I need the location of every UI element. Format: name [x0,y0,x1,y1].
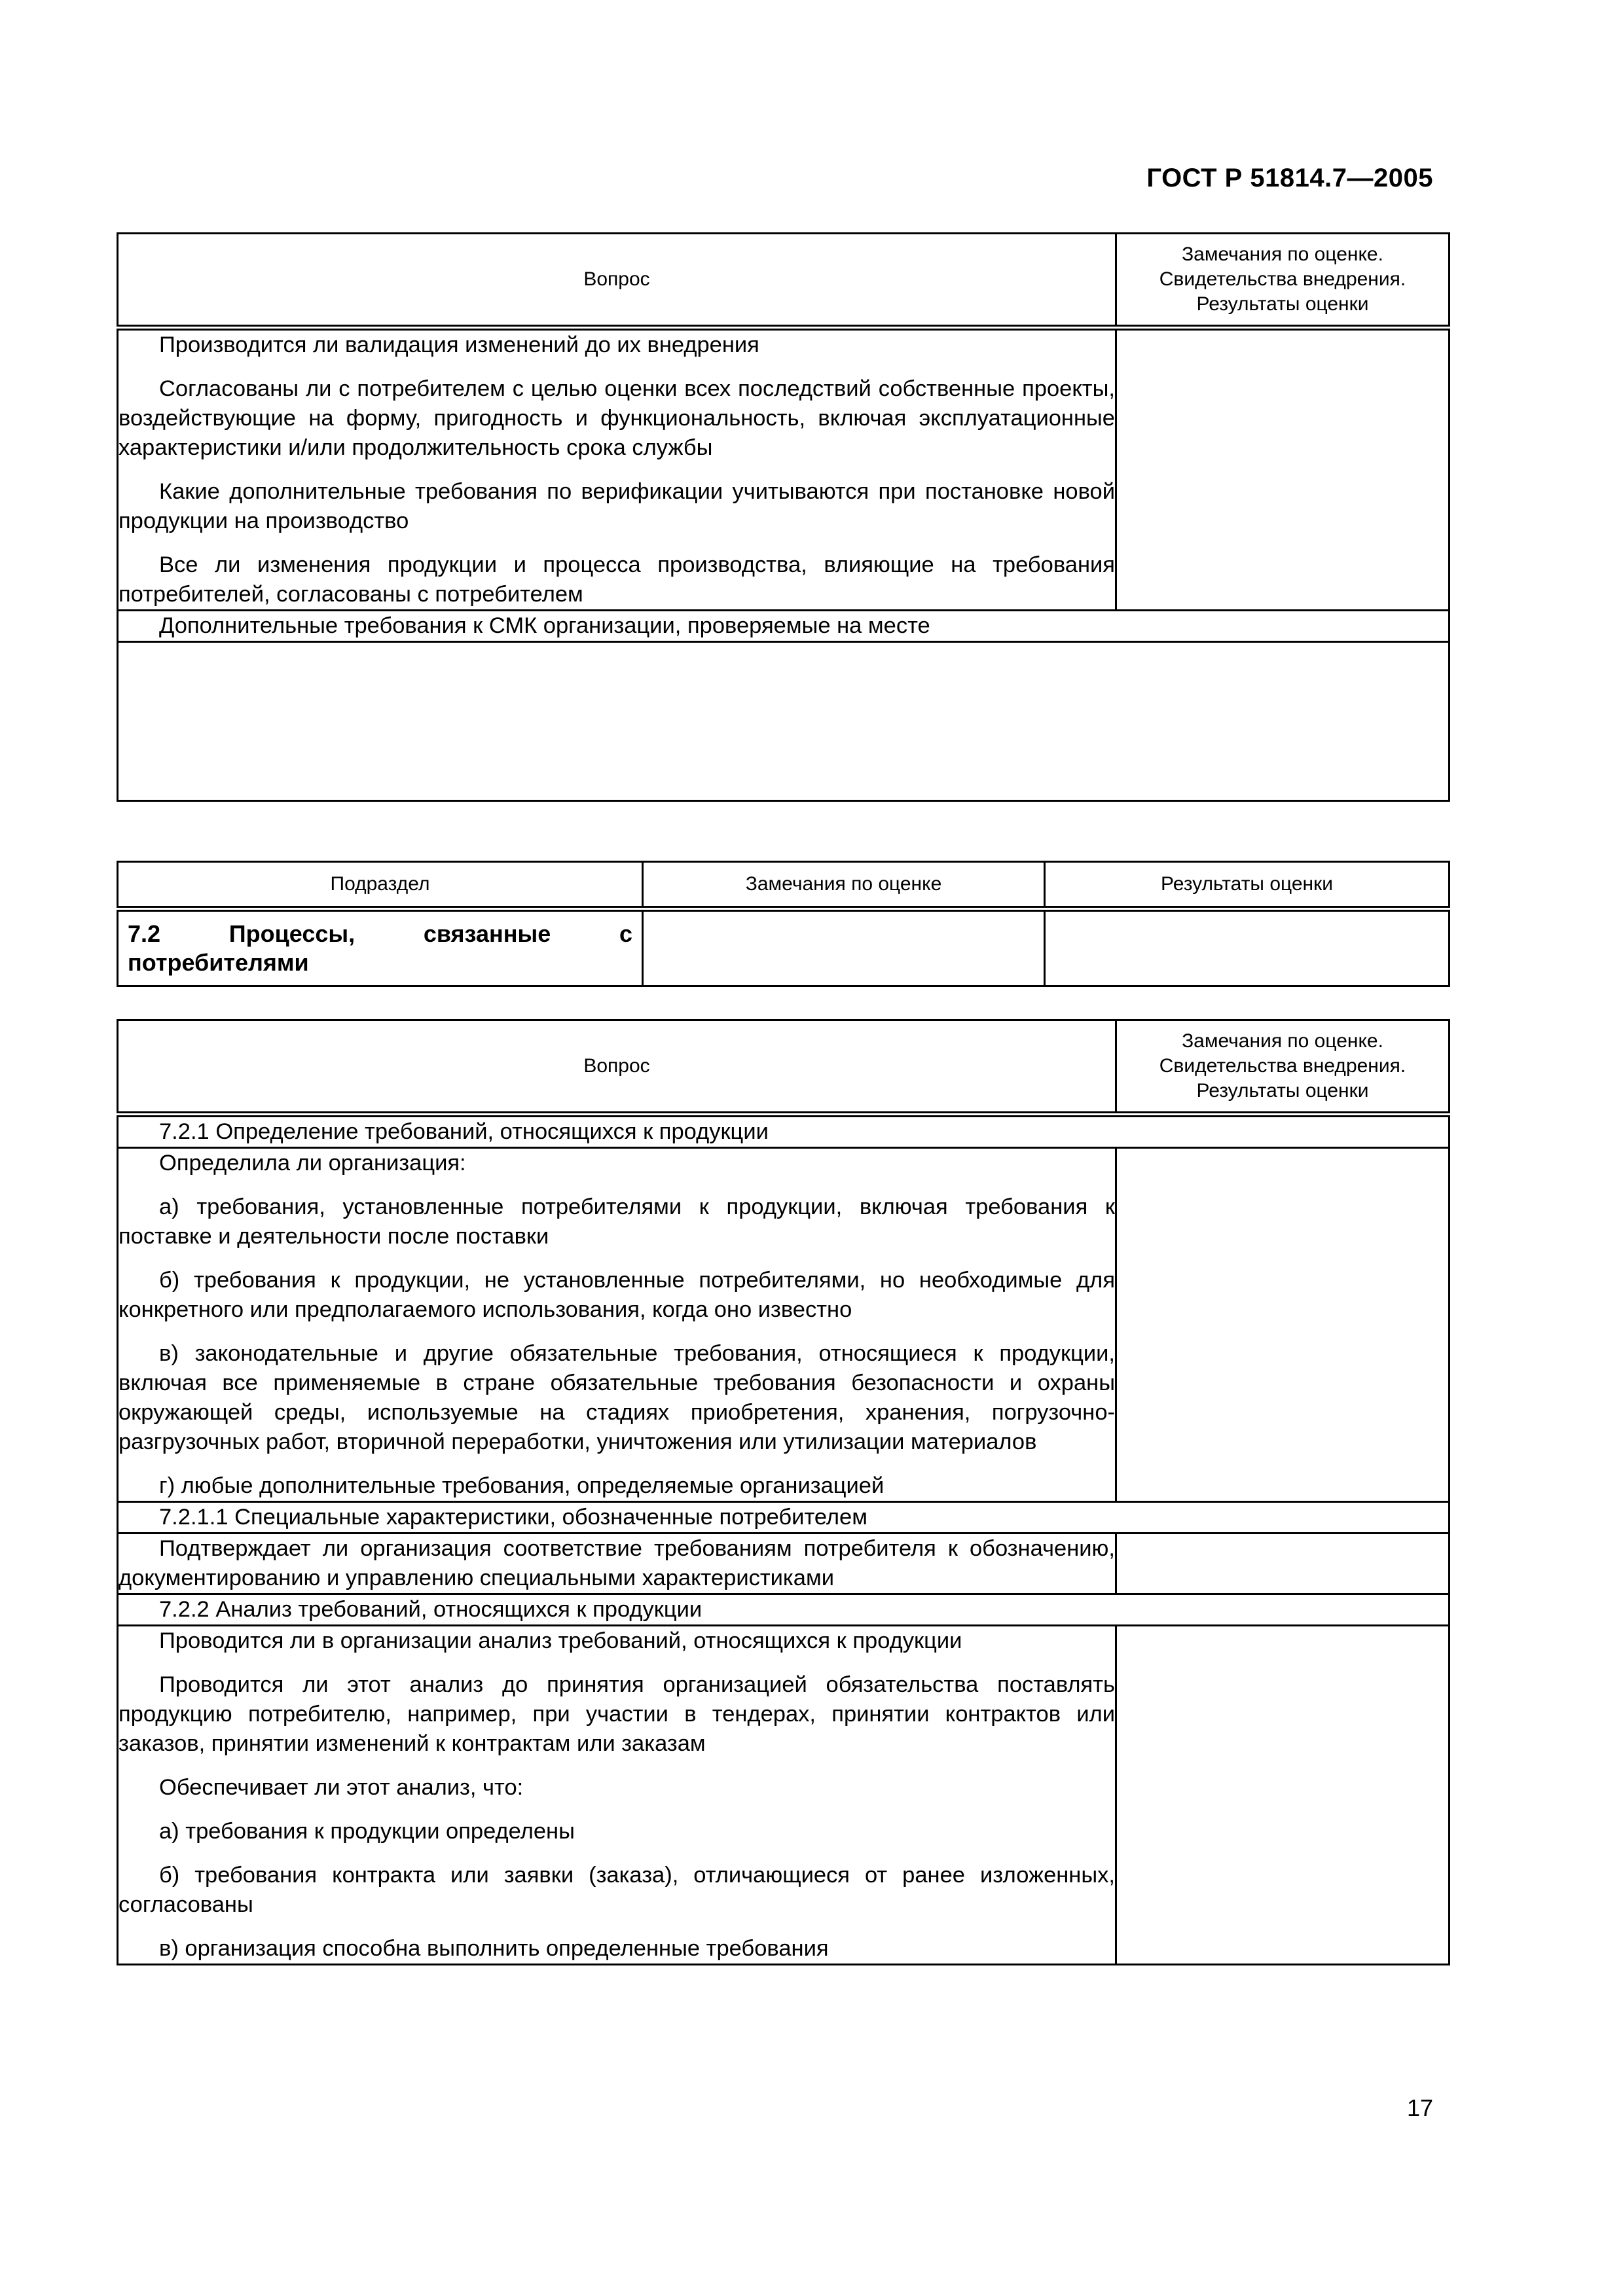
question-text: Какие дополнительные требования по верификации учитываются при постановке новой продукции на производство [119,479,1115,533]
question-cell [118,1626,1116,1965]
page-number: 17 [1406,2094,1433,2121]
question-text: Производится ли валидация изменений до их внедрения [159,332,759,357]
subsection-heading-text: 7.2.1.1 Специальные характеристики, обозначенные потребителем [159,1505,867,1530]
question-text: Проводится ли в организации анализ требований, относящихся к продукции [159,1628,962,1653]
column-header-subsection: Подраздел [118,862,643,909]
remarks-cell [1116,328,1450,611]
section-heading-7-2-1 [118,1115,1450,1148]
question-text: а) требования, установленные потребителями к продукции, включая требования к поставке и деятельности после поставки [119,1194,1115,1249]
question-text: Обеспечивает ли этот анализ, что: [159,1775,524,1800]
section-heading-7-2-2 [118,1594,1450,1626]
subsection-table [117,861,1450,987]
section-heading-text: 7.2.1 Определение требований, относящихся к продукции [159,1119,769,1144]
question-cell [118,1148,1116,1502]
extra-requirements-text: Дополнительные требования к СМК организации, проверяемые на месте [159,613,930,638]
remarks-cell [1116,1534,1450,1594]
question-text: Подтверждает ли организация соответствие требованиям потребителя к обозначению, документированию и управлению специальными характеристиками [119,1536,1115,1590]
question-text: Согласованы ли с потребителем с целью оценки всех последствий собственные проекты, воздействующие на форму, пригодность и функциональность, включая эксплуатационные характеристики и/или продолжительность срока службы [119,376,1115,460]
question-text: г) любые дополнительные требования, определяемые организацией [159,1473,884,1498]
results-cell [1045,909,1450,986]
subsection-title: 7.2 Процессы, связанные с потребителями [118,909,643,986]
empty-notes-area [118,642,1450,801]
checklist-table [117,1019,1450,1965]
question-text: в) организация способна выполнить определенные требования [159,1936,829,1961]
question-text: в) законодательные и другие обязательные требования, относящиеся к продукции, включая все применяемые в стране обязательные требования безопасности и охраны окружающей среды, используемые на стадиях приобретения, хранения, погрузочно-разгрузочных работ, вторичной переработки, уничтожения или утилизации материалов [119,1341,1115,1454]
question-text: Все ли изменения продукции и процесса производства, влияющие на требования потребителей, согласованы с потребителем [119,552,1115,607]
remarks-cell [1116,1148,1450,1502]
column-header-remarks: Замечания по оценке [643,862,1045,909]
question-text: Определила ли организация: [159,1151,466,1175]
column-header-remarks: Замечания по оценке. Свидетельства внедрения. Результаты оценки [1116,1020,1450,1115]
extra-requirements-row [118,611,1450,642]
question-text: б) требования к продукции, не установленные потребителями, но необходимые для конкретного или предполагаемого использования, когда оно известно [119,1268,1115,1322]
question-cell [118,1534,1116,1594]
question-text: а) требования к продукции определены [159,1819,575,1844]
section-heading-text: 7.2.2 Анализ требований, относящихся к продукции [159,1597,702,1622]
question-text: б) требования контракта или заявки (заказа), отличающиеся от ранее изложенных, согласованы [119,1863,1115,1917]
column-header-results: Результаты оценки [1045,862,1450,909]
checklist-table-continued [117,232,1450,802]
subsection-heading-7-2-1-1 [118,1502,1450,1534]
column-header-question: Вопрос [118,234,1116,328]
column-header-question: Вопрос [118,1020,1116,1115]
remarks-cell [643,909,1045,986]
question-text: Проводится ли этот анализ до принятия организацией обязательства поставлять продукцию потребителю, например, при участии в тендерах, принятии контрактов или заказов, принятии изменений к контрактам или заказам [119,1672,1115,1756]
column-header-remarks: Замечания по оценке. Свидетельства внедрения. Результаты оценки [1116,234,1450,328]
remarks-cell [1116,1626,1450,1965]
question-cell [118,328,1116,611]
document-code: ГОСТ Р 51814.7—2005 [1146,164,1433,192]
